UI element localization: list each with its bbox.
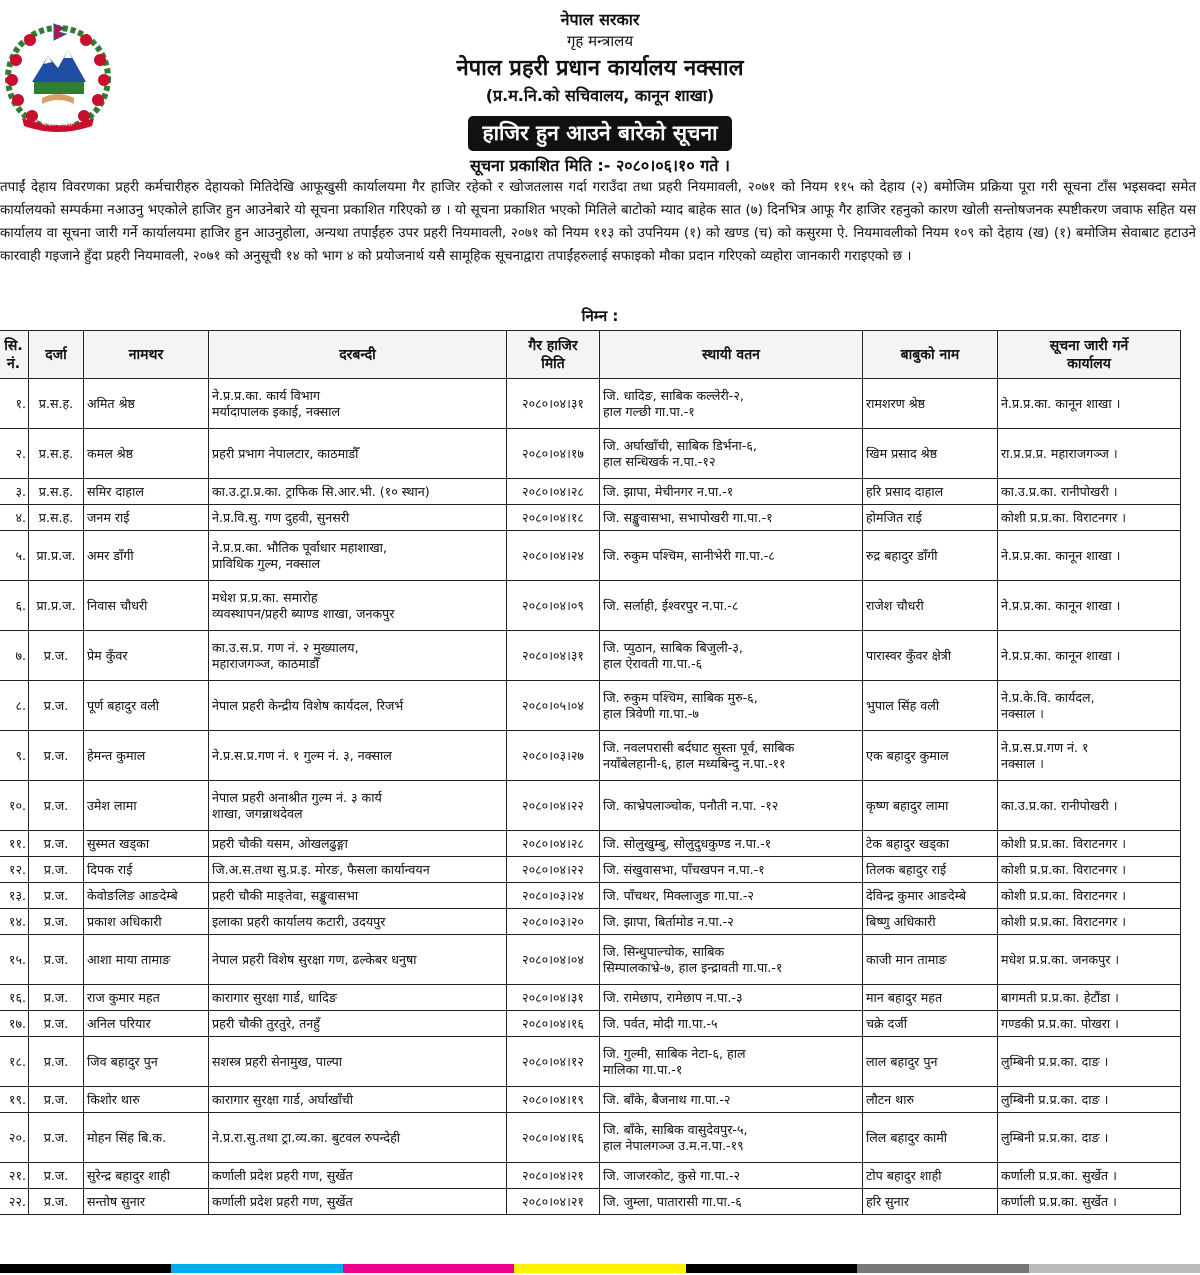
row-address: जि. जाजरकोट, कुसे गा.पा.-२: [600, 1163, 863, 1189]
row-name: राज कुमार महत: [84, 985, 209, 1011]
table-row: [0, 531, 1181, 581]
table-row: [0, 883, 1181, 909]
table-row: [0, 1087, 1181, 1113]
row-name: उमेश लामा: [84, 781, 209, 831]
row-name: पूर्ण बहादुर वली: [84, 681, 209, 731]
ministry-name: गृह मन्त्रालय: [566, 32, 634, 50]
row-address: जि. रामेछाप, रामेछाप न.पा.-३: [600, 985, 863, 1011]
registration-swatch: [0, 1264, 171, 1273]
row-name: अनिल परियार: [84, 1011, 209, 1037]
row-absent-date: २०८०।०४।२१: [507, 1189, 600, 1215]
row-father-name: भुपाल सिंह वली: [863, 681, 998, 731]
row-absent-date: २०८०।०३।२०: [507, 909, 600, 935]
row-sn: १५.: [0, 935, 29, 985]
row-address: जि. धादिङ, साबिक कल्लेरी-२, हाल गल्छी गा.पा.-१: [600, 379, 863, 429]
row-name: प्रकाश अधिकारी: [84, 909, 209, 935]
row-address: जि. झापा, बिर्तामोड न.पा.-२: [600, 909, 863, 935]
row-sn: ११.: [0, 831, 29, 857]
row-rank: प्र.ज.: [29, 1037, 84, 1087]
registration-swatch: [857, 1264, 1028, 1273]
row-rank: प्र.ज.: [29, 883, 84, 909]
row-father-name: हरि सुनार: [863, 1189, 998, 1215]
row-name: समिर दाहाल: [84, 479, 209, 505]
row-posting: प्रहरी चौकी यसम, ओखलढुङ्गा: [209, 831, 507, 857]
row-father-name: होमजित राई: [863, 505, 998, 531]
row-absent-date: २०८०।०४।३१: [507, 379, 600, 429]
row-address: जि. संखुवासभा, पाँचखपन न.पा.-१: [600, 857, 863, 883]
row-address: जि. बाँके, साबिक वासुदेवपुर-५, हाल नेपालगञ्ज उ.म.न.पा.-१९: [600, 1113, 863, 1163]
row-issuing-office: का.उ.प्र.का. रानीपोखरी ।: [998, 479, 1181, 505]
row-rank: प्र.स.ह.: [29, 479, 84, 505]
row-issuing-office: कोशी प्र.प्र.का. विराटनगर ।: [998, 883, 1181, 909]
row-posting: का.उ.स.प्र. गण नं. २ मुख्यालय, महाराजगञ्ज, काठमाडौँ: [209, 631, 507, 681]
row-sn: १०.: [0, 781, 29, 831]
print-registration-bar: [0, 1264, 1200, 1273]
row-rank: प्र.ज.: [29, 1189, 84, 1215]
row-address: जि. झापा, मेचीनगर न.पा.-१: [600, 479, 863, 505]
row-name: प्रेम कुँवर: [84, 631, 209, 681]
government-name: नेपाल सरकार: [560, 10, 640, 29]
row-posting: का.उ.ट्रा.प्र.का. ट्राफिक सि.आर.भी. (१० स्थान): [209, 479, 507, 505]
header-address: स्थायी वतन: [600, 331, 863, 379]
section-name: (प्र.म.नि.को सचिवालय, कानून शाखा): [485, 86, 715, 105]
row-name: अमित श्रेष्ठ: [84, 379, 209, 429]
row-sn: ३.: [0, 479, 29, 505]
row-father-name: लिल बहादुर कामी: [863, 1113, 998, 1163]
row-rank: प्र.ज.: [29, 985, 84, 1011]
notice-title: हाजिर हुन आउने बारेको सूचना: [468, 116, 731, 151]
registration-swatch: [1029, 1264, 1200, 1273]
row-sn: १४.: [0, 909, 29, 935]
table-row: [0, 857, 1181, 883]
table-row: [0, 909, 1181, 935]
row-issuing-office: कर्णाली प्र.प्र.का. सुर्खेत ।: [998, 1189, 1181, 1215]
row-sn: २.: [0, 429, 29, 479]
row-rank: प्र.ज.: [29, 1011, 84, 1037]
row-name: दिपक राई: [84, 857, 209, 883]
row-father-name: राजेश चौधरी: [863, 581, 998, 631]
row-address: जि. रुकुम पश्चिम, साबिक मुरु-६, हाल त्रिवेणी गा.पा.-७: [600, 681, 863, 731]
row-absent-date: २०८०।०४।२८: [507, 831, 600, 857]
row-father-name: हरि प्रसाद दाहाल: [863, 479, 998, 505]
row-absent-date: २०८०।०४।१२: [507, 1037, 600, 1087]
row-address: जि. नवलपरासी बर्दघाट सुस्ता पूर्व, साबिक नयाँबेलहानी-६, हाल मध्यबिन्दु न.पा.-११: [600, 731, 863, 781]
row-issuing-office: ने.प्र.प्र.का. कानून शाखा ।: [998, 581, 1181, 631]
row-rank: प्र.ज.: [29, 909, 84, 935]
notice-banner: [0, 116, 1200, 151]
row-father-name: बिष्णु अधिकारी: [863, 909, 998, 935]
row-father-name: एक बहादुर कुमाल: [863, 731, 998, 781]
row-rank: प्र.ज.: [29, 731, 84, 781]
row-posting: ने.प्र.प्र.का. कार्य विभाग मर्यादापालक इकाई, नक्साल: [209, 379, 507, 429]
row-address: जि. रुकुम पश्चिम, सानीभेरी गा.पा.-८: [600, 531, 863, 581]
table-row: [0, 479, 1181, 505]
row-rank: प्र.ज.: [29, 1113, 84, 1163]
table-row: [0, 429, 1181, 479]
row-absent-date: २०८०।०४।२२: [507, 781, 600, 831]
row-sn: १३.: [0, 883, 29, 909]
absentee-table: [0, 330, 1181, 1215]
table-row: [0, 631, 1181, 681]
row-posting: मधेश प्र.प्र.का. समारोह व्यवस्थापन/प्रहरी ब्याण्ड शाखा, जनकपुर: [209, 581, 507, 631]
row-issuing-office: लुम्बिनी प्र.प्र.का. दाङ ।: [998, 1087, 1181, 1113]
row-address: जि. जुम्ला, पातारासी गा.पा.-६: [600, 1189, 863, 1215]
row-father-name: मान बहादुर महत: [863, 985, 998, 1011]
row-father-name: रामशरण श्रेष्ठ: [863, 379, 998, 429]
notice-body: तपाईं देहाय विवरणका प्रहरी कर्मचारीहरु देहायको मितिदेखि आफूखुसी कार्यालयमा गैर हाजिर रहेको र खोजतलास गर्दा गराउँदा तथा प्रहरी नियमावली, २०७१ को नियम ११५ को देहाय (२) बमोजिम प्रक्रिया पूरा गरी सूचना टाँस भइसक्दा समेत कार्यालयको सम्पर्कमा नआउनु भएकोले हाजिर हुन आउनेबारे यो सूचना प्रकाशित गरिएको छ । यो सूचना प्रकाशित भएको मितिले बाटोको म्याद बाहेक सात (७) दिनभित्र आफू गैर हाजिर रहनुको कारण खोली सन्तोषजनक स्पष्टीकरण जवाफ सहित यस कार्यालय वा सूचना जारी गर्ने कार्यालयमा हाजिर हुन आउनुहोला, अन्यथा तपाईंहरु उपर प्रहरी नियमावली, २०७१ को नियम ११३ को उपनियम (१) को खण्ड (च) को कसुरमा ऐ. नियमावलीको नियम १०९ को देहाय (ख) (१) बमोजिम सेवाबाट हटाउने कारवाही गइजाने हुँदा प्रहरी नियमावली, २०७१ को अनुसूची १४ को भाग ४ को प्रयोजनार्थ यसै सामूहिक सूचनाद्वारा तपाईंहरुलाई सफाइको मौका प्रदान गरिएको व्यहोरा जानकारी गराइएको छ ।: [0, 180, 1196, 264]
row-issuing-office: कोशी प्र.प्र.का. विराटनगर ।: [998, 831, 1181, 857]
header-father: बाबुको नाम: [863, 331, 998, 379]
row-address: जि. अर्घाखाँची, साबिक डिर्भना-६, हाल सन्धिखर्क न.पा.-१२: [600, 429, 863, 479]
table-row: [0, 1037, 1181, 1087]
row-sn: १८.: [0, 1037, 29, 1087]
row-father-name: तिलक बहादुर राई: [863, 857, 998, 883]
row-absent-date: २०८०।०३।२७: [507, 731, 600, 781]
list-heading: निम्न :: [581, 307, 619, 325]
row-posting: कर्णाली प्रदेश प्रहरी गण, सुर्खेत: [209, 1163, 507, 1189]
row-father-name: टेक बहादुर खड्का: [863, 831, 998, 857]
row-issuing-office: लुम्बिनी प्र.प्र.का. दाङ ।: [998, 1113, 1181, 1163]
row-posting: जि.अ.स.तथा सु.प्र.इ. मोरङ, फैसला कार्यान्वयन: [209, 857, 507, 883]
row-absent-date: २०८०।०५।०४: [507, 681, 600, 731]
table-row: [0, 379, 1181, 429]
row-posting: इलाका प्रहरी कार्यालय कटारी, उदयपुर: [209, 909, 507, 935]
row-issuing-office: कर्णाली प्र.प्र.का. सुर्खेत ।: [998, 1163, 1181, 1189]
row-absent-date: २०८०।०४।१९: [507, 1087, 600, 1113]
row-posting: प्रहरी चौकी माङ्तेवा, सङ्खुवासभा: [209, 883, 507, 909]
row-address: जि. पर्वत, मोदी गा.पा.-५: [600, 1011, 863, 1037]
row-posting: नेपाल प्रहरी अनाश्रीत गुल्म नं. ३ कार्य शाखा, जगन्नाथदेवल: [209, 781, 507, 831]
row-address: जि. बाँके, बैजनाथ गा.पा.-२: [600, 1087, 863, 1113]
row-posting: ने.प्र.प्र.का. भौतिक पूर्वाधार महाशाखा, प्राविधिक गुल्म, नक्साल: [209, 531, 507, 581]
header-sn: सि. नं.: [0, 331, 29, 379]
row-absent-date: २०८०।०४।२८: [507, 479, 600, 505]
row-issuing-office: बागमती प्र.प्र.का. हेटौंडा ।: [998, 985, 1181, 1011]
row-absent-date: २०८०।०४।०९: [507, 581, 600, 631]
row-father-name: पारास्वर कुँवर क्षेत्री: [863, 631, 998, 681]
row-rank: प्र.स.ह.: [29, 505, 84, 531]
row-sn: ५.: [0, 531, 29, 581]
row-address: जि. प्युठान, साबिक बिजुली-३, हाल ऐरावती गा.पा.-६: [600, 631, 863, 681]
row-issuing-office: मधेश प्र.प्र.का. जनकपुर ।: [998, 935, 1181, 985]
row-father-name: कृष्ण बहादुर लामा: [863, 781, 998, 831]
row-posting: प्रहरी प्रभाग नेपालटार, काठमाडौँ: [209, 429, 507, 479]
header-name: नामथर: [84, 331, 209, 379]
row-posting: कारागार सुरक्षा गार्ड, अर्घाखाँची: [209, 1087, 507, 1113]
row-father-name: रुद्र बहादुर डाँगी: [863, 531, 998, 581]
table-header-row: [0, 331, 1181, 379]
row-name: कमल श्रेष्ठ: [84, 429, 209, 479]
row-issuing-office: ने.प्र.स.प्र.गण नं. १ नक्साल ।: [998, 731, 1181, 781]
row-posting: ने.प्र.रा.सु.तथा ट्रा.व्य.का. बुटवल रुपन्देही: [209, 1113, 507, 1163]
registration-swatch: [514, 1264, 685, 1273]
row-address: जि. सोलुखुम्बु, सोलुदुधकुण्ड न.पा.-१: [600, 831, 863, 857]
row-address: जि. सङ्खुवासभा, सभापोखरी गा.पा.-१: [600, 505, 863, 531]
row-rank: प्र.ज.: [29, 631, 84, 681]
row-father-name: चक्रे दर्जी: [863, 1011, 998, 1037]
row-issuing-office: गण्डकी प्र.प्र.का. पोखरा ।: [998, 1011, 1181, 1037]
row-absent-date: २०८०।०४।०४: [507, 935, 600, 985]
row-issuing-office: कोशी प्र.प्र.का. विराटनगर ।: [998, 857, 1181, 883]
row-name: निवास चौधरी: [84, 581, 209, 631]
row-posting: नेपाल प्रहरी केन्द्रीय विशेष कार्यदल, रिजर्भ: [209, 681, 507, 731]
header-rank: दर्जा: [29, 331, 84, 379]
row-absent-date: २०८०।०४।१८: [507, 505, 600, 531]
row-father-name: लाल बहादुर पुन: [863, 1037, 998, 1087]
table-row: [0, 731, 1181, 781]
row-father-name: टोप बहादुर शाही: [863, 1163, 998, 1189]
table-row: [0, 1189, 1181, 1215]
publish-date: सूचना प्रकाशित मिति :- २०८०।०६।१० गते ।: [470, 156, 730, 175]
row-father-name: खिम प्रसाद श्रेष्ठ: [863, 429, 998, 479]
row-issuing-office: ने.प्र.के.वि. कार्यदल, नक्साल ।: [998, 681, 1181, 731]
row-rank: प्र.ज.: [29, 681, 84, 731]
row-name: सन्तोष सुनार: [84, 1189, 209, 1215]
table-row: [0, 781, 1181, 831]
row-name: जिव बहादुर पुन: [84, 1037, 209, 1087]
row-rank: प्र.ज.: [29, 1163, 84, 1189]
registration-swatch: [686, 1264, 857, 1273]
office-name: नेपाल प्रहरी प्रधान कार्यालय नक्साल: [456, 56, 744, 81]
row-name: आशा माया तामाङ: [84, 935, 209, 985]
row-name: केवोङलिङ आङदेम्बे: [84, 883, 209, 909]
row-rank: प्र.ज.: [29, 831, 84, 857]
row-rank: प्र.स.ह.: [29, 379, 84, 429]
row-rank: प्र.ज.: [29, 857, 84, 883]
row-address: जि. काभ्रेपलाञ्चोक, पनौती न.पा. -१२: [600, 781, 863, 831]
row-name: मोहन सिंह बि.क.: [84, 1113, 209, 1163]
row-father-name: लौटन थारु: [863, 1087, 998, 1113]
row-father-name: काजी मान तामाङ: [863, 935, 998, 985]
row-issuing-office: ने.प्र.प्र.का. कानून शाखा ।: [998, 631, 1181, 681]
row-name: जनम राई: [84, 505, 209, 531]
row-posting: सशस्त्र प्रहरी सेनामुख, पाल्पा: [209, 1037, 507, 1087]
header-office: सूचना जारी गर्ने कार्यालय: [998, 331, 1181, 379]
row-absent-date: २०८०।०४।१६: [507, 1113, 600, 1163]
row-address: जि. पाँचथर, मिक्लाजुङ गा.पा.-२: [600, 883, 863, 909]
header-posting: दरबन्दी: [209, 331, 507, 379]
row-sn: ७.: [0, 631, 29, 681]
row-rank: प्र.ज.: [29, 1087, 84, 1113]
row-posting: ने.प्र.स.प्र.गण नं. १ गुल्म नं. ३, नक्साल: [209, 731, 507, 781]
table-row: [0, 1163, 1181, 1189]
row-address: जि. सर्लाही, ईश्वरपुर न.पा.-८: [600, 581, 863, 631]
row-issuing-office: रा.प्र.प्र.प्र. महाराजगञ्ज ।: [998, 429, 1181, 479]
row-address: जि. सिन्धुपाल्चोक, साबिक सिम्पालकाभ्रे-७, हाल इन्द्रावती गा.पा.-१: [600, 935, 863, 985]
row-father-name: देविन्द्र कुमार आङदेम्बे: [863, 883, 998, 909]
emblem-ribbon-text: नेपाल सरकार: [43, 121, 73, 128]
row-sn: ९.: [0, 731, 29, 781]
row-issuing-office: ने.प्र.प्र.का. कानून शाखा ।: [998, 379, 1181, 429]
row-sn: १७.: [0, 1011, 29, 1037]
row-sn: १.: [0, 379, 29, 429]
row-absent-date: २०८०।०३।२४: [507, 883, 600, 909]
row-posting: नेपाल प्रहरी विशेष सुरक्षा गण, ढल्केबर धनुषा: [209, 935, 507, 985]
table-row: [0, 505, 1181, 531]
row-name: अमर डाँगी: [84, 531, 209, 581]
row-posting: ने.प्र.वि.सु. गण दुहवी, सुनसरी: [209, 505, 507, 531]
row-absent-date: २०८०।०४।३१: [507, 985, 600, 1011]
registration-swatch: [171, 1264, 342, 1273]
row-sn: २०.: [0, 1113, 29, 1163]
row-rank: प्र.ज.: [29, 935, 84, 985]
row-absent-date: २०८०।०४।२१: [507, 1163, 600, 1189]
row-rank: प्रा.प्र.ज.: [29, 581, 84, 631]
registration-swatch: [343, 1264, 514, 1273]
row-absent-date: २०८०।०४।१७: [507, 429, 600, 479]
table-row: [0, 935, 1181, 985]
table-row: [0, 581, 1181, 631]
row-issuing-office: ने.प्र.प्र.का. कानून शाखा ।: [998, 531, 1181, 581]
row-name: किशोर थारु: [84, 1087, 209, 1113]
row-sn: ८.: [0, 681, 29, 731]
row-sn: १२.: [0, 857, 29, 883]
row-posting: कर्णाली प्रदेश प्रहरी गण, सुर्खेत: [209, 1189, 507, 1215]
row-rank: प्रा.प्र.ज.: [29, 531, 84, 581]
row-sn: ६.: [0, 581, 29, 631]
row-absent-date: २०८०।०४।३१: [507, 631, 600, 681]
row-sn: २२.: [0, 1189, 29, 1215]
row-issuing-office: का.उ.प्र.का. रानीपोखरी ।: [998, 781, 1181, 831]
row-absent-date: २०८०।०४।१६: [507, 1011, 600, 1037]
row-issuing-office: कोशी प्र.प्र.का. विराटनगर ।: [998, 909, 1181, 935]
table-row: [0, 985, 1181, 1011]
row-sn: ४.: [0, 505, 29, 531]
row-address: जि. गुल्मी, साबिक नेटा-६, हाल मालिका गा.पा.-१: [600, 1037, 863, 1087]
row-name: सुस्मत खड्का: [84, 831, 209, 857]
row-name: हेमन्त कुमाल: [84, 731, 209, 781]
row-sn: २१.: [0, 1163, 29, 1189]
row-name: सुरेन्द्र बहादुर शाही: [84, 1163, 209, 1189]
table-row: [0, 681, 1181, 731]
header-absent-date: गैर हाजिर मिति: [507, 331, 600, 379]
table-row: [0, 1011, 1181, 1037]
row-posting: प्रहरी चौकी तुरतुरे, तनहुँ: [209, 1011, 507, 1037]
row-sn: १९.: [0, 1087, 29, 1113]
row-issuing-office: लुम्बिनी प्र.प्र.का. दाङ ।: [998, 1037, 1181, 1087]
row-absent-date: २०८०।०४।२४: [507, 531, 600, 581]
row-rank: प्र.ज.: [29, 781, 84, 831]
row-posting: कारागार सुरक्षा गार्ड, धादिङ: [209, 985, 507, 1011]
row-issuing-office: कोशी प्र.प्र.का. विराटनगर ।: [998, 505, 1181, 531]
row-sn: १६.: [0, 985, 29, 1011]
row-rank: प्र.स.ह.: [29, 429, 84, 479]
table-row: [0, 831, 1181, 857]
table-row: [0, 1113, 1181, 1163]
row-absent-date: २०८०।०४।२२: [507, 857, 600, 883]
